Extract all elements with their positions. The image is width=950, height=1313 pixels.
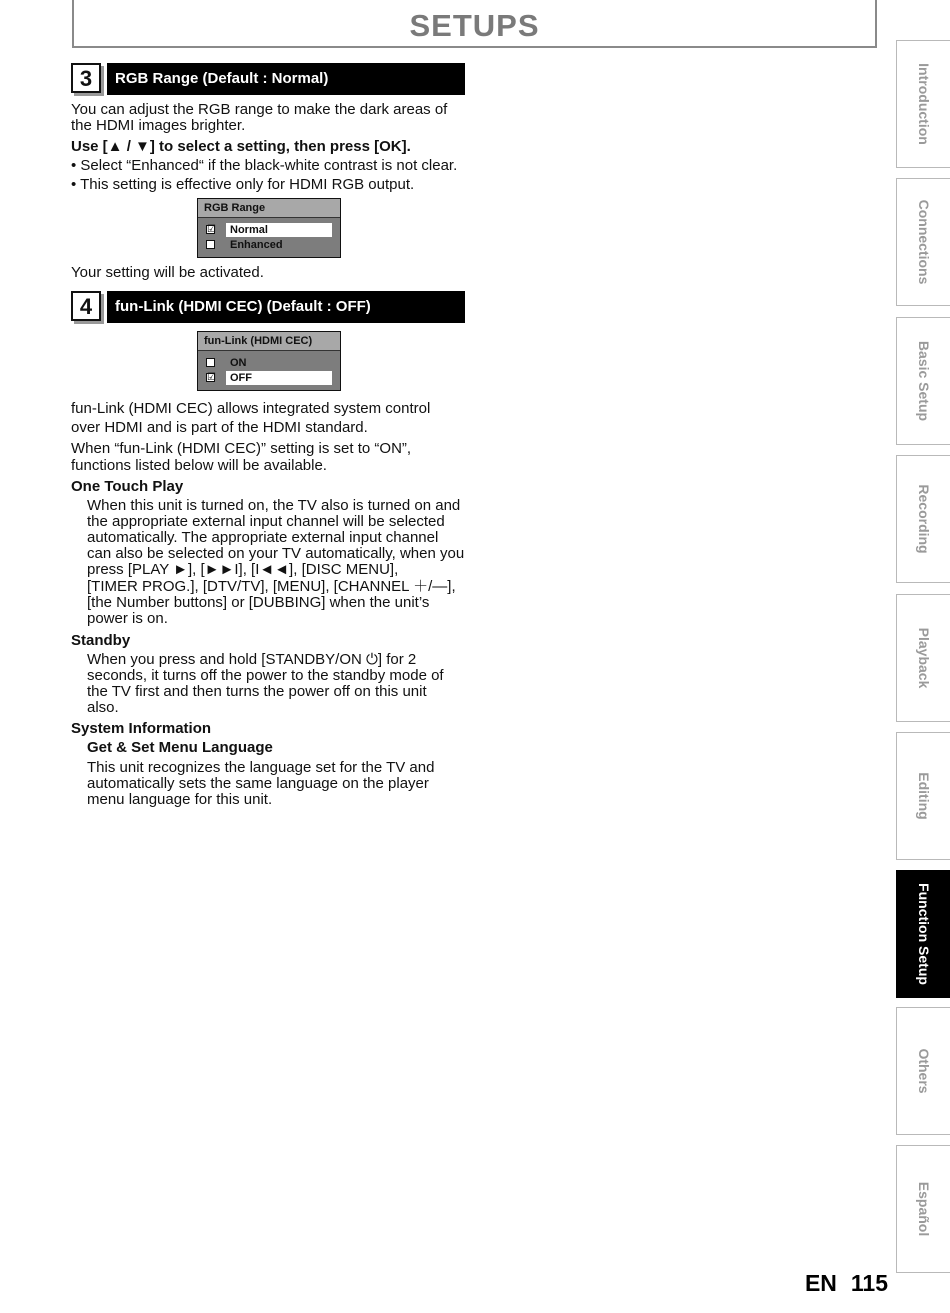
one-touch-line-6: [TIMER PROG.], [DTV/TV], [MENU], [CHANNEL ＋/—], [87,578,456,595]
option-normal[interactable] [204,223,334,238]
language-code: EN [804,1270,837,1296]
option-on-label: ON [230,357,247,369]
one-touch-line-1: When this unit is turned on, the TV also is turned on and [87,497,461,514]
one-touch-line-3: automatically. The appropriate external input channel [87,529,439,546]
one-touch-line-8: power is on. [87,610,168,627]
tab-connections[interactable]: Connections [896,178,950,306]
one-touch-line-5: press [PLAY ►], [►►I], [I◄◄], [DISC MENU], [87,561,399,578]
system-info-line-2: automatically sets the same language on the player [87,775,429,792]
section-3-intro-2: the HDMI images brighter. [71,117,246,134]
section-3-result: Your setting will be activated. [71,264,264,281]
one-touch-play-heading: One Touch Play [71,478,184,495]
section-4-desc1-2: over HDMI and is part of the HDMI standard. [71,419,368,436]
rgb-range-menu-title: RGB Range [198,199,340,218]
option-normal-label: Normal [226,223,332,237]
section-3-instruction: Use [▲ / ▼] to select a setting, then press [OK]. [71,138,411,155]
one-touch-line-7: [the Number buttons] or [DUBBING] when the unit’s [87,594,430,611]
tab-basic-setup[interactable]: Basic Setup [896,317,950,445]
standby-line-2: seconds, it turns off the power to the standby mode of [87,667,444,684]
page-title: SETUPS [409,8,540,43]
rgb-range-menu [197,198,341,258]
standby-line-3: the TV first and then turns the power off on this unit [87,683,427,700]
option-on[interactable] [204,356,334,371]
section-3-bullet-1: • Select “Enhanced“ if the black-white contrast is not clear. [71,157,458,174]
tab-function-setup[interactable]: Function Setup [896,870,950,998]
system-info-subheading: Get & Set Menu Language [87,739,273,756]
system-info-line-3: menu language for this unit. [87,791,273,808]
page-number: 115 [850,1270,888,1296]
one-touch-line-4: can also be selected on your TV automatically, when you [87,545,465,562]
option-off-label: OFF [226,371,332,385]
checkbox-normal[interactable]: ☑ [207,224,216,235]
section-3-bullet-2: • This setting is effective only for HDMI RGB output. [71,176,415,193]
checkbox-on[interactable] [206,358,215,367]
system-info-line-1: This unit recognizes the language set for the TV and [87,759,435,776]
option-enhanced-label: Enhanced [230,239,283,251]
page-footer [791,1270,888,1297]
step-number-4: 4 [71,291,101,321]
tab-others[interactable]: Others [896,1007,950,1135]
section-4-desc2-2: functions listed below will be available. [71,457,327,474]
option-enhanced[interactable] [204,238,334,253]
system-info-heading: System Information [71,720,212,737]
tab-espanol[interactable]: Español [896,1145,950,1273]
standby-heading: Standby [71,632,131,649]
section-3-intro-1: You can adjust the RGB range to make the dark areas of [71,101,448,118]
checkbox-off[interactable]: ☑ [207,372,216,383]
section-4-desc2-1: When “fun-Link (HDMI CEC)” setting is set to “ON”, [71,440,412,457]
section-3-title: RGB Range (Default : Normal) [107,63,465,95]
section-4-desc1-1: fun-Link (HDMI CEC) allows integrated system control [71,400,431,417]
standby-line-1: When you press and hold [STANDBY/ON ⏻] for 2 [87,651,417,668]
checkbox-enhanced[interactable] [206,240,215,249]
one-touch-line-2: the appropriate external input channel will be selected [87,513,445,530]
tab-editing[interactable]: Editing [896,732,950,860]
tab-introduction[interactable]: Introduction [896,40,950,168]
standby-line-4: also. [87,699,119,716]
header-box [72,0,877,48]
fun-link-menu-title: fun-Link (HDMI CEC) [198,332,340,351]
section-4-title: fun-Link (HDMI CEC) (Default : OFF) [107,291,465,323]
tab-recording[interactable]: Recording [896,455,950,583]
tab-playback[interactable]: Playback [896,594,950,722]
option-off[interactable] [204,371,334,386]
fun-link-menu [197,331,341,391]
step-number-3: 3 [71,63,101,93]
